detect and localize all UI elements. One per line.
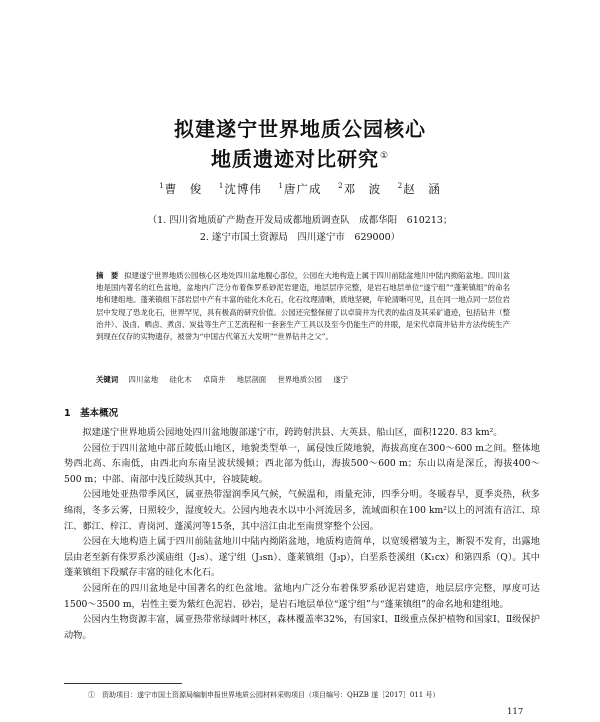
footnote-divider <box>64 683 182 684</box>
paragraph: 公园地处亚热带季风区，属亚热带湿润季风气候，气候温和，雨量充沛，四季分明。冬暖春早，夏季炎热，秋多绵雨，冬多云雾，日照较少，湿度较大。公园内地表水以中小河流居多，流域面积在100 km²以上的河流有涪江、琼江、郪江、梓江、青岗河、蓬溪河等15条，其中涪江由北至南贯穿整个公园。 <box>64 489 540 532</box>
keywords <box>96 374 510 386</box>
abstract <box>96 270 510 343</box>
abstract-label: 摘 要 <box>96 271 119 280</box>
affiliation-line2: 2. 遂宁市国土资源局 四川遂宁市 629000） <box>199 232 401 243</box>
paragraph: 公园在大地构造上属于四川前陆盆地川中陆内拗陷盆地，地质构造简单，以宽缓褶皱为主，断裂不发育，出露地层由老至新有侏罗系沙溪庙组（J₂s）、遂宁组（J₃sn）、蓬莱镇组（J₃p），白垩系苍溪组（K₁cx）和第四系（Q）。其中蓬莱镇组下段赋存丰富的硅化木化石。 <box>64 536 540 579</box>
abstract-text: 拟建遂宁世界地质公园核心区地处四川盆地腹心部位，公园在大地构造上属于四川前陆盆地川中陆内拗陷盆地。四川盆地是国内著名的红色盆地，盆地内广泛分布着侏罗系砂泥岩建造，地层层序完整，是岩石地层单位“遂宁组”“蓬莱镇组”的命名地和建组地。蓬莱镇组下部岩层中产有丰富的硅化木化石，化石纹理清晰，质地坚硬，年轮清晰可见，且在同一地点同一层位岩层中发现了恐龙化石，世界罕见，具有极高的研究价值。公园还完整保留了以卓筒井为代表的盐卤及其采矿遗迹，包括钻井（整治井）、汲卤、晒卤、煮卤、炭盐等生产工艺流程和一套套生产工具以及至今仍能生产的井眼，是宋代卓筒井钻井方法传统生产到现在仅存的实物遗存，被誉为“中国古代第五大发明”“世界钻井之父”。 <box>96 271 510 342</box>
author-list <box>0 181 600 197</box>
affiliation-line1: （1. 四川省地质矿产勘查开发局成都地质调查队 成都华阳 610213； <box>147 215 453 226</box>
section-heading: 1 基本概况 <box>64 408 119 419</box>
author: $^2$邓 波 <box>338 182 382 196</box>
title-footnote-mark: ① <box>379 151 390 162</box>
paragraph: 公园位于四川盆地中部丘陵低山地区，地貌类型单一，属侵蚀丘陵地貌，海拔高度在300～600 m之间。整体地势西北高、东南低，由西北向东南呈波状缓倾；西北部为低山，海拔500～600 m；东山以南是深丘，海拔400～500 m；中部、南部中浅丘陵纵其中，谷坡陡峻。 <box>64 442 540 485</box>
paragraph: 公园所在的四川盆地是中国著名的红色盆地。盆地内广泛分布着侏罗系砂泥岩建造，地层层序完整，厚度可达1500～3500 m，岩性主要为紫红色泥岩、砂岩，是岩石地层单位“遂宁组”与“蓬莱镇组”的命名地和建组地。 <box>64 582 540 610</box>
paragraph: 公园内生物资源丰富，属亚热带常绿阔叶林区，森林覆盖率32%，有国家Ⅰ、Ⅱ级重点保护植物和国家Ⅰ、Ⅱ级保护动物。 <box>64 614 540 641</box>
author: $^1$唐广成 <box>278 182 322 196</box>
paragraph: 拟建遂宁世界地质公园地处四川盆地腹部遂宁市，跨跨射洪县、大英县、船山区，面积1220. 83 km²。 <box>82 427 503 438</box>
keyword: 卓筒井 <box>203 375 226 384</box>
author: $^1$沈博伟 <box>218 182 262 196</box>
section-body <box>64 425 540 643</box>
footnote: ① 资助项目：遂宁市国土资源局编制申报世界地质公园材料采购项目（项目编号：QHZB 遂［2017］011 号） <box>88 691 440 699</box>
keyword: 四川盆地 <box>128 375 159 384</box>
paper-title-line2: 地质遗迹对比研究① <box>210 147 390 171</box>
keyword: 遂宁 <box>333 375 349 384</box>
keyword: 地层剖面 <box>236 375 267 384</box>
paper-title-line1: 拟建遂宁世界地质公园核心 <box>174 117 426 141</box>
keywords-label: 关键词 <box>96 375 119 384</box>
author: $^2$赵 涵 <box>397 182 441 196</box>
author: $^1$曹 俊 <box>159 182 203 196</box>
page-number: 117 <box>507 707 524 717</box>
keyword: 世界地质公园 <box>277 375 322 384</box>
keyword: 硅化木 <box>169 375 192 384</box>
